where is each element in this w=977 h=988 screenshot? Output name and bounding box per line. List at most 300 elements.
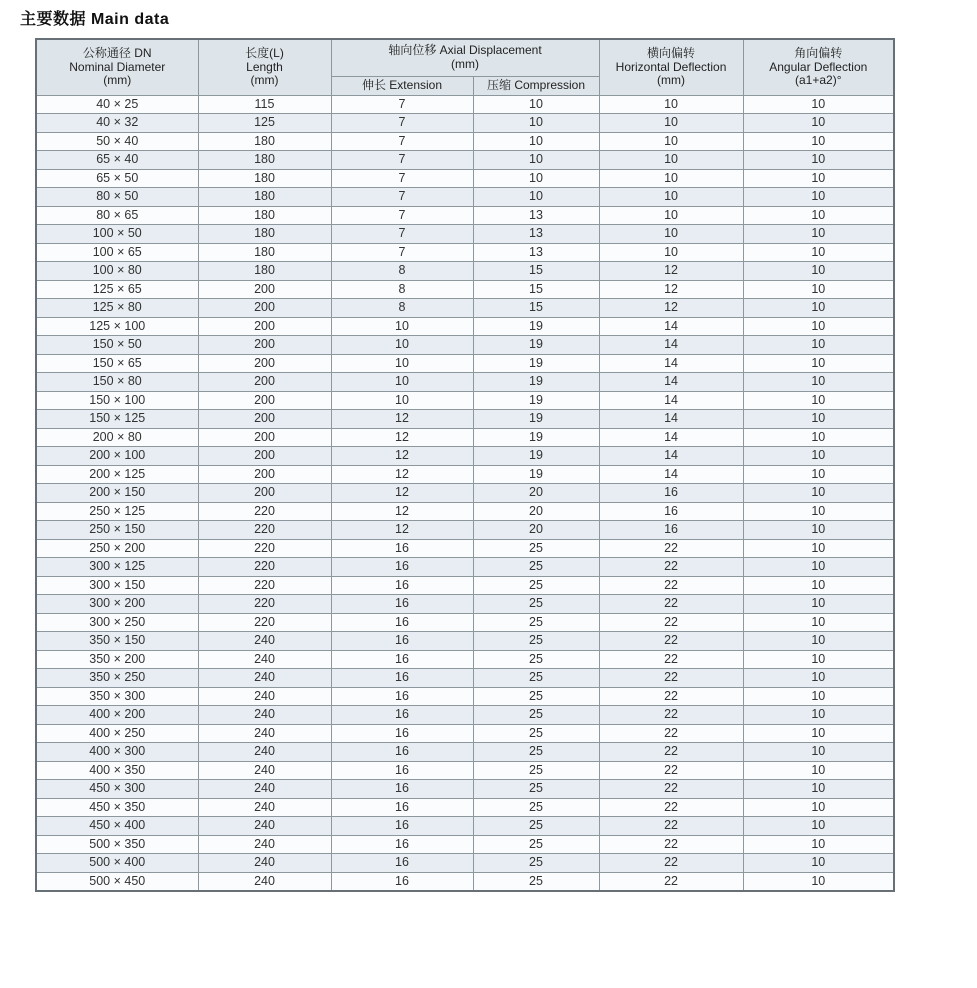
- table-cell: 180: [198, 188, 331, 207]
- table-row: [36, 669, 894, 688]
- table-cell: 25: [473, 872, 599, 891]
- table-cell: 25: [473, 854, 599, 873]
- table-cell: 200: [198, 299, 331, 318]
- table-cell: 240: [198, 724, 331, 743]
- table-cell: 350 × 200: [36, 650, 198, 669]
- table-row: [36, 95, 894, 114]
- table-cell: 10: [743, 484, 894, 503]
- table-row: [36, 206, 894, 225]
- header-angular-deflection: [743, 39, 894, 95]
- table-cell: 10: [599, 169, 743, 188]
- table-cell: 10: [743, 354, 894, 373]
- main-data-table: [35, 38, 895, 892]
- table-cell: 22: [599, 817, 743, 836]
- table-cell: 10: [743, 761, 894, 780]
- table-cell: 10: [599, 206, 743, 225]
- table-row: [36, 521, 894, 540]
- table-cell: 240: [198, 632, 331, 651]
- table-cell: 22: [599, 724, 743, 743]
- table-cell: 7: [331, 151, 473, 170]
- header-line: (mm): [657, 73, 685, 87]
- table-cell: 10: [743, 206, 894, 225]
- table-cell: 22: [599, 798, 743, 817]
- table-cell: 16: [331, 706, 473, 725]
- table-row: [36, 706, 894, 725]
- table-cell: 16: [331, 632, 473, 651]
- table-row: [36, 632, 894, 651]
- table-cell: 14: [599, 317, 743, 336]
- table-cell: 8: [331, 262, 473, 281]
- table-row: [36, 373, 894, 392]
- table-cell: 16: [331, 724, 473, 743]
- table-cell: 25: [473, 798, 599, 817]
- table-cell: 200: [198, 336, 331, 355]
- table-cell: 16: [599, 502, 743, 521]
- table-cell: 12: [331, 428, 473, 447]
- table-cell: 12: [331, 410, 473, 429]
- table-cell: 10: [743, 465, 894, 484]
- table-cell: 180: [198, 151, 331, 170]
- table-cell: 40 × 32: [36, 114, 198, 133]
- table-cell: 240: [198, 854, 331, 873]
- table-cell: 22: [599, 558, 743, 577]
- table-cell: 22: [599, 761, 743, 780]
- table-row: [36, 243, 894, 262]
- table-cell: 16: [331, 761, 473, 780]
- header-compression: 压缩 Compression: [473, 76, 599, 95]
- table-cell: 10: [743, 243, 894, 262]
- table-cell: 10: [743, 114, 894, 133]
- table-cell: 7: [331, 169, 473, 188]
- table-cell: 10: [743, 724, 894, 743]
- table-cell: 150 × 125: [36, 410, 198, 429]
- table-cell: 22: [599, 835, 743, 854]
- table-cell: 300 × 150: [36, 576, 198, 595]
- table-row: [36, 188, 894, 207]
- table-cell: 10: [743, 817, 894, 836]
- table-cell: 8: [331, 280, 473, 299]
- table-cell: 13: [473, 225, 599, 244]
- table-cell: 10: [331, 317, 473, 336]
- table-cell: 250 × 200: [36, 539, 198, 558]
- table-cell: 10: [743, 336, 894, 355]
- table-cell: 25: [473, 706, 599, 725]
- table-cell: 125 × 65: [36, 280, 198, 299]
- table-cell: 19: [473, 391, 599, 410]
- table-row: [36, 761, 894, 780]
- table-cell: 180: [198, 169, 331, 188]
- table-cell: 10: [743, 151, 894, 170]
- table-cell: 150 × 50: [36, 336, 198, 355]
- table-cell: 22: [599, 669, 743, 688]
- table-cell: 400 × 300: [36, 743, 198, 762]
- table-cell: 10: [743, 299, 894, 318]
- table-cell: 180: [198, 262, 331, 281]
- table-cell: 10: [743, 280, 894, 299]
- table-cell: 7: [331, 206, 473, 225]
- table-cell: 16: [331, 780, 473, 799]
- table-row: [36, 151, 894, 170]
- table-cell: 14: [599, 354, 743, 373]
- table-cell: 12: [599, 262, 743, 281]
- table-cell: 300 × 200: [36, 595, 198, 614]
- table-cell: 200 × 150: [36, 484, 198, 503]
- table-row: [36, 817, 894, 836]
- table-cell: 10: [331, 354, 473, 373]
- table-cell: 450 × 400: [36, 817, 198, 836]
- table-cell: 25: [473, 780, 599, 799]
- header-line: 角向偏转: [794, 46, 843, 60]
- header-axial-displacement: [331, 39, 599, 76]
- table-cell: 14: [599, 447, 743, 466]
- table-cell: 10: [743, 595, 894, 614]
- header-extension: 伸长 Extension: [331, 76, 473, 95]
- table-row: [36, 262, 894, 281]
- table-row: [36, 391, 894, 410]
- table-cell: 10: [743, 428, 894, 447]
- table-cell: 16: [331, 743, 473, 762]
- table-cell: 10: [599, 132, 743, 151]
- table-cell: 16: [599, 521, 743, 540]
- table-cell: 7: [331, 114, 473, 133]
- table-cell: 400 × 200: [36, 706, 198, 725]
- table-cell: 10: [743, 410, 894, 429]
- table-cell: 14: [599, 410, 743, 429]
- table-cell: 10: [473, 95, 599, 114]
- table-row: [36, 169, 894, 188]
- table-cell: 220: [198, 613, 331, 632]
- table-cell: 7: [331, 188, 473, 207]
- table-cell: 10: [743, 632, 894, 651]
- table-cell: 220: [198, 539, 331, 558]
- table-cell: 7: [331, 225, 473, 244]
- table-cell: 40 × 25: [36, 95, 198, 114]
- table-cell: 19: [473, 354, 599, 373]
- table-row: [36, 687, 894, 706]
- table-cell: 200: [198, 354, 331, 373]
- table-cell: 16: [599, 484, 743, 503]
- table-cell: 10: [473, 132, 599, 151]
- table-cell: 500 × 350: [36, 835, 198, 854]
- table-cell: 12: [331, 447, 473, 466]
- table-row: [36, 410, 894, 429]
- table-cell: 16: [331, 595, 473, 614]
- table-row: [36, 447, 894, 466]
- table-cell: 25: [473, 669, 599, 688]
- table-cell: 10: [743, 188, 894, 207]
- table-cell: 350 × 250: [36, 669, 198, 688]
- table-row: [36, 780, 894, 799]
- table-cell: 10: [743, 687, 894, 706]
- table-row: [36, 743, 894, 762]
- table-cell: 16: [331, 835, 473, 854]
- table-cell: 16: [331, 576, 473, 595]
- table-cell: 250 × 150: [36, 521, 198, 540]
- table-cell: 240: [198, 817, 331, 836]
- table-row: [36, 354, 894, 373]
- table-cell: 200 × 125: [36, 465, 198, 484]
- table-cell: 50 × 40: [36, 132, 198, 151]
- table-cell: 10: [743, 780, 894, 799]
- header-line: Length: [246, 59, 283, 74]
- table-cell: 22: [599, 650, 743, 669]
- table-cell: 25: [473, 743, 599, 762]
- table-header: [36, 39, 894, 95]
- table-cell: 22: [599, 539, 743, 558]
- table-cell: 22: [599, 595, 743, 614]
- table-cell: 200 × 100: [36, 447, 198, 466]
- table-cell: 240: [198, 835, 331, 854]
- table-row: [36, 854, 894, 873]
- table-cell: 12: [599, 280, 743, 299]
- table-cell: 10: [599, 95, 743, 114]
- table-cell: 10: [743, 798, 894, 817]
- header-length: [198, 39, 331, 95]
- table-cell: 15: [473, 262, 599, 281]
- table-cell: 180: [198, 206, 331, 225]
- table-cell: 240: [198, 798, 331, 817]
- table-cell: 10: [599, 243, 743, 262]
- table-cell: 200: [198, 447, 331, 466]
- table-cell: 16: [331, 669, 473, 688]
- table-cell: 500 × 400: [36, 854, 198, 873]
- table-cell: 12: [331, 502, 473, 521]
- header-line: Angular Deflection: [769, 59, 868, 74]
- table-cell: 10: [331, 336, 473, 355]
- table-cell: 100 × 80: [36, 262, 198, 281]
- table-cell: 100 × 65: [36, 243, 198, 262]
- table-cell: 240: [198, 669, 331, 688]
- table-cell: 80 × 50: [36, 188, 198, 207]
- table-row: [36, 835, 894, 854]
- table-cell: 220: [198, 521, 331, 540]
- table-cell: 16: [331, 613, 473, 632]
- page-title: 主要数据 Main data: [20, 11, 170, 28]
- table-row: [36, 558, 894, 577]
- table-cell: 10: [743, 576, 894, 595]
- table-cell: 25: [473, 558, 599, 577]
- table-cell: 115: [198, 95, 331, 114]
- header-line: 长度(L): [245, 46, 284, 60]
- table-cell: 240: [198, 761, 331, 780]
- table-cell: 10: [743, 391, 894, 410]
- table-cell: 200: [198, 428, 331, 447]
- table-cell: 12: [331, 484, 473, 503]
- table-cell: 10: [743, 558, 894, 577]
- table-cell: 150 × 65: [36, 354, 198, 373]
- table-cell: 240: [198, 872, 331, 891]
- table-cell: 20: [473, 502, 599, 521]
- table-cell: 200: [198, 373, 331, 392]
- table-cell: 22: [599, 854, 743, 873]
- table-cell: 220: [198, 502, 331, 521]
- table-cell: 65 × 40: [36, 151, 198, 170]
- table-cell: 200: [198, 317, 331, 336]
- table-cell: 10: [743, 706, 894, 725]
- header-horizontal-deflection: [599, 39, 743, 95]
- table-row: [36, 613, 894, 632]
- table-cell: 10: [743, 872, 894, 891]
- table-cell: 200: [198, 465, 331, 484]
- table-cell: 10: [743, 669, 894, 688]
- table-cell: 16: [331, 872, 473, 891]
- table-cell: 22: [599, 743, 743, 762]
- table-cell: 22: [599, 632, 743, 651]
- table-cell: 12: [599, 299, 743, 318]
- table-cell: 25: [473, 650, 599, 669]
- table-cell: 400 × 350: [36, 761, 198, 780]
- table-row: [36, 299, 894, 318]
- table-cell: 22: [599, 706, 743, 725]
- table-cell: 25: [473, 761, 599, 780]
- table-row: [36, 465, 894, 484]
- table-cell: 450 × 350: [36, 798, 198, 817]
- table-cell: 10: [473, 151, 599, 170]
- table-cell: 350 × 150: [36, 632, 198, 651]
- table-cell: 19: [473, 336, 599, 355]
- table-cell: 22: [599, 687, 743, 706]
- table-cell: 12: [331, 521, 473, 540]
- table-cell: 14: [599, 373, 743, 392]
- table-cell: 10: [743, 613, 894, 632]
- table-cell: 10: [743, 95, 894, 114]
- table-cell: 240: [198, 780, 331, 799]
- table-cell: 10: [743, 743, 894, 762]
- table-cell: 7: [331, 243, 473, 262]
- table-cell: 25: [473, 632, 599, 651]
- header-line: (mm): [250, 73, 279, 87]
- table-cell: 125: [198, 114, 331, 133]
- table-cell: 500 × 450: [36, 872, 198, 891]
- table-cell: 220: [198, 558, 331, 577]
- table-cell: 125 × 80: [36, 299, 198, 318]
- table-cell: 10: [743, 169, 894, 188]
- table-row: [36, 280, 894, 299]
- table-cell: 20: [473, 484, 599, 503]
- table-cell: 10: [599, 188, 743, 207]
- table-cell: 10: [331, 391, 473, 410]
- table-cell: 10: [599, 225, 743, 244]
- table-cell: 7: [331, 95, 473, 114]
- table-cell: 13: [473, 206, 599, 225]
- table-cell: 22: [599, 576, 743, 595]
- table-row: [36, 336, 894, 355]
- table-cell: 25: [473, 817, 599, 836]
- table-cell: 180: [198, 132, 331, 151]
- table-row: [36, 225, 894, 244]
- table-cell: 10: [743, 521, 894, 540]
- table-cell: 19: [473, 410, 599, 429]
- table-cell: 14: [599, 465, 743, 484]
- table-row: [36, 502, 894, 521]
- header-line: 横向偏转: [647, 46, 696, 60]
- table-cell: 65 × 50: [36, 169, 198, 188]
- header-nominal-diameter: [36, 39, 198, 95]
- table-cell: 12: [331, 465, 473, 484]
- table-cell: 19: [473, 447, 599, 466]
- table-cell: 10: [743, 502, 894, 521]
- table-cell: 150 × 100: [36, 391, 198, 410]
- table-cell: 350 × 300: [36, 687, 198, 706]
- table-row: [36, 114, 894, 133]
- table-cell: 200: [198, 280, 331, 299]
- table-row: [36, 428, 894, 447]
- table-cell: 16: [331, 817, 473, 836]
- table-cell: 10: [743, 373, 894, 392]
- table-cell: 19: [473, 317, 599, 336]
- table-cell: 19: [473, 428, 599, 447]
- header-line: (mm): [451, 56, 479, 71]
- table-cell: 220: [198, 576, 331, 595]
- table-cell: 125 × 100: [36, 317, 198, 336]
- table-cell: 10: [743, 854, 894, 873]
- table-cell: 16: [331, 558, 473, 577]
- table-cell: 16: [331, 798, 473, 817]
- table-cell: 10: [743, 650, 894, 669]
- table-cell: 200: [198, 391, 331, 410]
- table-cell: 22: [599, 613, 743, 632]
- table-cell: 240: [198, 706, 331, 725]
- table-cell: 22: [599, 780, 743, 799]
- table-cell: 220: [198, 595, 331, 614]
- table-cell: 16: [331, 854, 473, 873]
- table-cell: 200: [198, 410, 331, 429]
- header-line: (a1+a2)°: [795, 73, 842, 87]
- table-cell: 250 × 125: [36, 502, 198, 521]
- table-cell: 16: [331, 650, 473, 669]
- table-cell: 10: [473, 169, 599, 188]
- table-cell: 10: [743, 132, 894, 151]
- table-cell: 180: [198, 225, 331, 244]
- table-cell: 14: [599, 428, 743, 447]
- table-cell: 10: [743, 447, 894, 466]
- table-cell: 25: [473, 724, 599, 743]
- table-cell: 25: [473, 539, 599, 558]
- table-cell: 240: [198, 743, 331, 762]
- table-cell: 7: [331, 132, 473, 151]
- table-cell: 400 × 250: [36, 724, 198, 743]
- table-row: [36, 798, 894, 817]
- table-cell: 10: [743, 262, 894, 281]
- table-cell: 16: [331, 539, 473, 558]
- table-row: [36, 595, 894, 614]
- table-cell: 180: [198, 243, 331, 262]
- table-row: [36, 317, 894, 336]
- header-row-main: [36, 39, 894, 76]
- table-cell: 25: [473, 613, 599, 632]
- table-cell: 14: [599, 336, 743, 355]
- table-row: [36, 576, 894, 595]
- header-line: 轴向位移 Axial Displacement: [388, 43, 542, 58]
- table-row: [36, 724, 894, 743]
- table-cell: 10: [743, 225, 894, 244]
- table-cell: 13: [473, 243, 599, 262]
- table-cell: 14: [599, 391, 743, 410]
- table-cell: 10: [473, 114, 599, 133]
- table-cell: 10: [599, 151, 743, 170]
- table-cell: 10: [743, 539, 894, 558]
- table-cell: 300 × 125: [36, 558, 198, 577]
- table-cell: 8: [331, 299, 473, 318]
- table-cell: 15: [473, 280, 599, 299]
- table-cell: 25: [473, 576, 599, 595]
- table-cell: 10: [743, 835, 894, 854]
- table-body: [36, 95, 894, 891]
- header-line: 公称通径 DN: [82, 46, 152, 60]
- header-line: (mm): [103, 73, 132, 87]
- table-cell: 200: [198, 484, 331, 503]
- table-cell: 10: [331, 373, 473, 392]
